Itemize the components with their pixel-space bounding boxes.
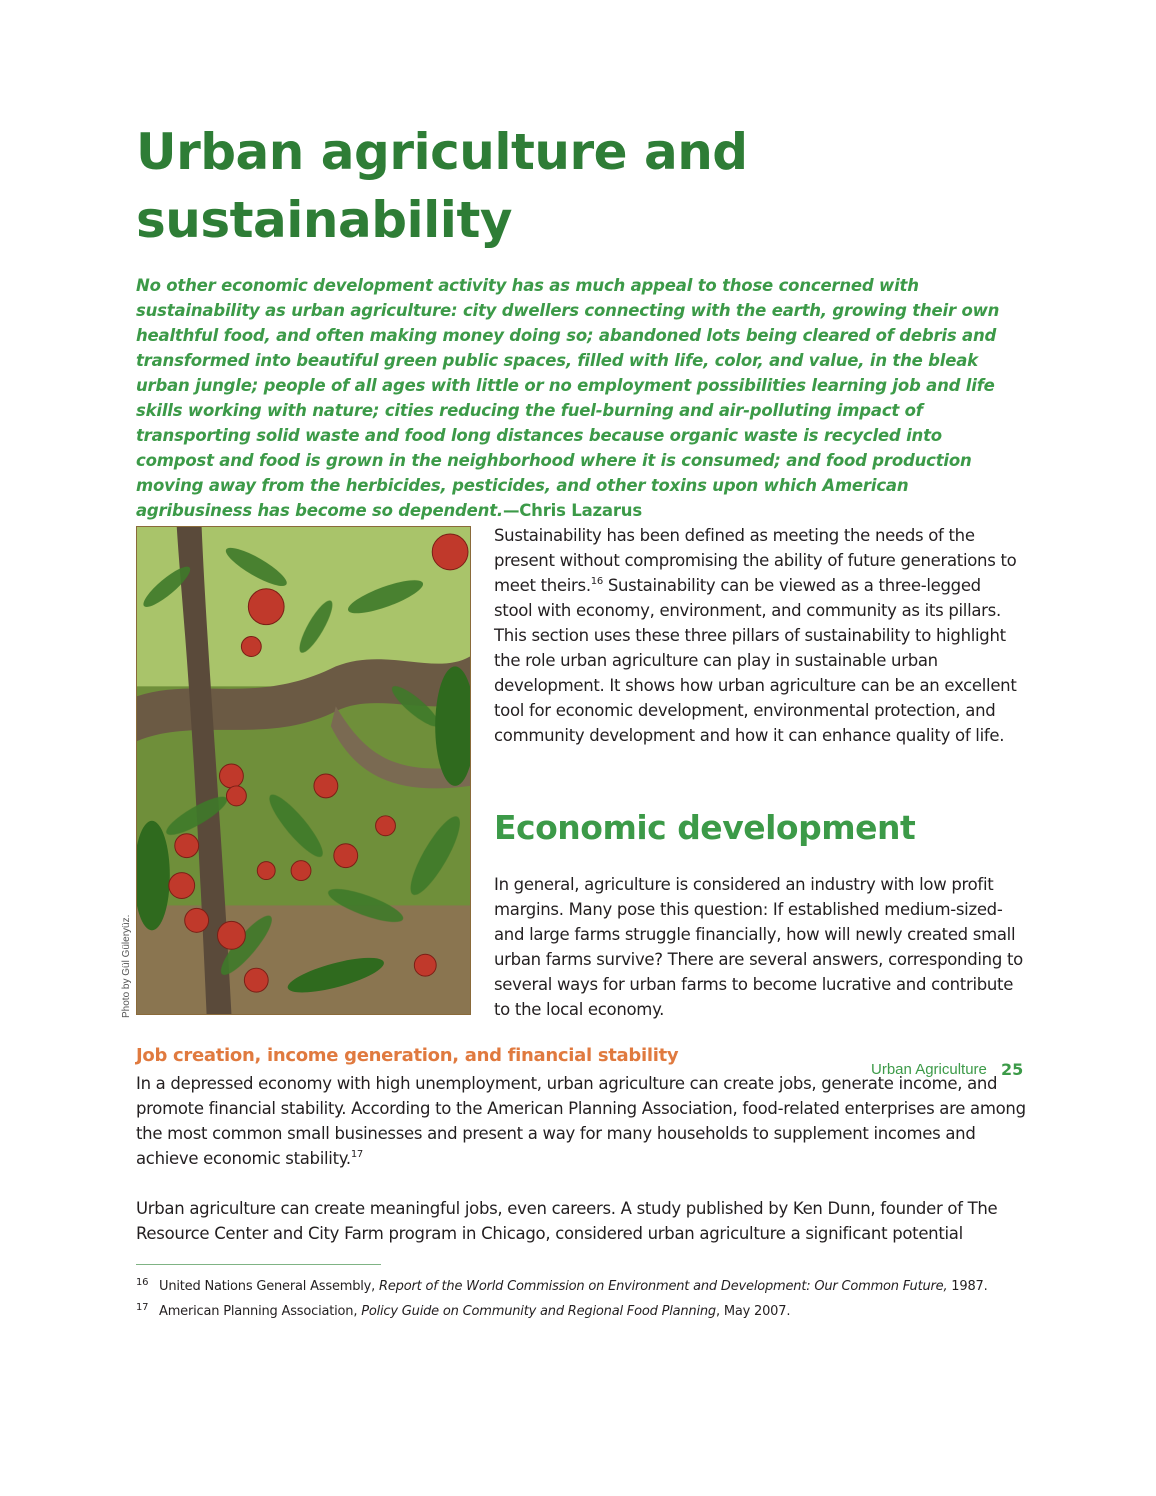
running-footer-label: Urban Agriculture — [871, 1061, 987, 1078]
job-text: In a depressed economy with high unemployment, urban agriculture can create jobs, generate income, and promote financial stability. According to the American Planning Association, food-related enterprises are among the most common small businesses and present a way for many households to supplement incomes and achieve economic stability. — [136, 1074, 1026, 1168]
quote-attribution: —Chris Lazarus — [502, 501, 642, 520]
section-paragraph: In general, agriculture is considered an industry with low profit margins. Many pose this question: If established medium-sized- and large farms struggle financially, how will newly created small urban farms survive? There are several answers, corresponding to several ways for urban farms to become lucrative and contribute to the local economy. — [494, 875, 1023, 1019]
section-heading: Economic development — [494, 808, 916, 847]
careers-paragraph: Urban agriculture can create meaningful jobs, even careers. A study published by Ken Dunn, founder of The Resource Center and City Farm program in Chicago, considered urban agriculture a significant potential — [136, 1199, 998, 1243]
footnote-text-end: , May 2007. — [715, 1304, 791, 1319]
footnote-source-title: Policy Guide on Community and Regional Food Planning — [361, 1304, 716, 1319]
subheading: Job creation, income generation, and financial stability — [136, 1045, 679, 1066]
intro-text-b: Sustainability can be viewed as a three-legged stool with economy, environment, and community as its pillars. This section uses these three pillars of sustainability to highlight the role urban agriculture can play in sustainable urban development. It shows how urban agriculture can be an excellent tool for economic development, environmental protection, and community development and how it can enhance quality of life. — [494, 576, 1017, 745]
footnote-text: United Nations General Assembly, — [159, 1279, 380, 1294]
peach-tree-photo — [136, 526, 471, 1015]
footnote-ref-17[interactable]: 17 — [350, 1149, 363, 1160]
photo-illustration — [137, 527, 470, 1014]
page-title: Urban agriculture and sustainability — [136, 123, 748, 249]
intro-paragraph — [494, 523, 1024, 748]
footnote-number: 17 — [136, 1302, 149, 1313]
footnote-text-end: 1987. — [947, 1279, 988, 1294]
footnote-source-title: Report of the World Commission on Environment and Development: Our Common Future, — [379, 1279, 948, 1294]
footnote-16 — [136, 1274, 1036, 1296]
footnote-number: 16 — [136, 1277, 149, 1288]
epigraph-quote — [136, 273, 1021, 523]
page-number: 25 — [1001, 1060, 1024, 1079]
job-paragraph — [136, 1071, 1026, 1171]
intro-text-a: Sustainability has been defined as meeting the needs of the present without compromising the ability of future generations to meet theirs. — [494, 526, 1017, 595]
footnote-ref-16[interactable]: 16 — [590, 576, 603, 587]
footnote-text: American Planning Association, — [159, 1304, 362, 1319]
footnote-17 — [136, 1299, 1036, 1321]
photo-credit: Photo by Gül Güleryüz. — [121, 914, 132, 1018]
quote-text: No other economic development activity has as much appeal to those concerned with sustainability as urban agriculture: city dwellers connecting with the earth, growing their own healthful food, and often making money doing so; abandoned lots being cleared of debris and transformed into beautiful green public spaces, filled with life, color, and value, in the bleak urban jungle; people of all ages with little or no employment possibilities learning job and life skills working with nature; cities reducing the fuel-burning and air-polluting impact of transporting solid waste and food long distances because organic waste is recycled into compost and food is grown in the neighborhood where it is consumed; and food production moving away from the herbicides, pesticides, and other toxins upon which American agribusiness has become so dependent. — [136, 276, 1000, 520]
footnote-divider — [136, 1264, 381, 1265]
